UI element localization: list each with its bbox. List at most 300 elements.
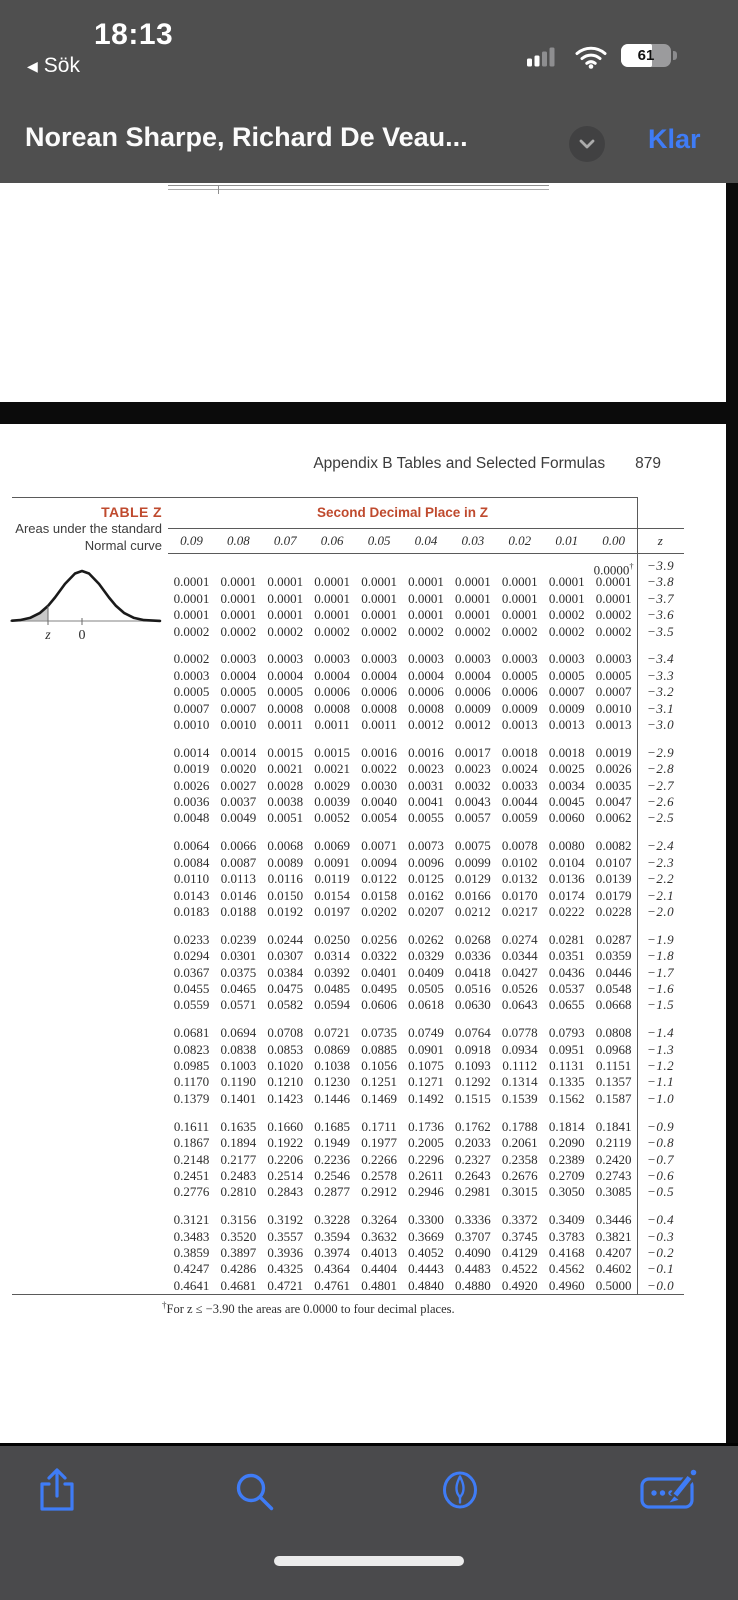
table-cell: 0.1762: [455, 1118, 491, 1134]
z-value-cell: −1.3: [647, 1041, 675, 1057]
table-cell: 0.0024: [501, 761, 538, 777]
table-cell: 0.0001: [173, 590, 210, 606]
table-cell: 0.0030: [361, 777, 397, 793]
table-cell: 0.0643: [501, 997, 538, 1013]
table-cell: 0.3409: [548, 1212, 585, 1228]
status-time: 18:13: [94, 18, 174, 51]
table-cell: 0.0001: [314, 590, 351, 606]
markup-button[interactable]: [432, 1464, 488, 1516]
table-footnote: †For z ≤ −3.90 the areas are 0.0000 to four decimal places.: [162, 1300, 455, 1317]
table-cell: 0.0668: [595, 997, 632, 1013]
table-cell: 0.1611: [173, 1118, 210, 1134]
table-row: [168, 1091, 684, 1107]
table-cell: 0.0409: [408, 964, 444, 980]
table-cell: 0.0006: [408, 684, 444, 700]
table-cell: 0.0262: [408, 931, 444, 947]
table-cell: 0.2776: [173, 1184, 210, 1200]
table-cell: 0.0222: [548, 903, 585, 919]
table-row: [168, 684, 684, 700]
table-cell: 0.0104: [548, 854, 585, 870]
table-cell: 0.0307: [267, 948, 304, 964]
table-rule-top: [12, 497, 637, 498]
table-cell: 0.0035: [595, 777, 632, 793]
table-cell: 0.0526: [501, 980, 538, 996]
table-cell: 0.4129: [501, 1244, 538, 1260]
row-group: [168, 1119, 684, 1201]
table-cell: 0.2810: [220, 1184, 257, 1200]
table-cell: 0.1949: [314, 1135, 351, 1151]
running-head-text: Appendix B Tables and Selected Formulas: [313, 455, 606, 472]
table-cell: 0.0244: [267, 931, 304, 947]
table-cell: 0.3264: [361, 1212, 397, 1228]
table-row: [168, 701, 684, 717]
table-cell: 0.0004: [267, 667, 304, 683]
table-cell: 0.0294: [173, 948, 210, 964]
table-cell: 0.0885: [361, 1041, 397, 1057]
share-button[interactable]: [29, 1464, 85, 1516]
table-cell: 0.2236: [314, 1151, 351, 1167]
table-cell: 0.0003: [314, 651, 351, 667]
table-cell: 0.4443: [408, 1261, 444, 1277]
top-chrome: [0, 0, 738, 183]
back-button[interactable]: [27, 54, 80, 78]
table-cell: 0.4641: [173, 1277, 210, 1293]
battery-icon: [621, 44, 671, 67]
table-cell: 0.0001: [501, 590, 538, 606]
table-cell: 0.2296: [408, 1151, 444, 1167]
table-cell: 0.2266: [361, 1151, 397, 1167]
table-cell: 0.0002: [173, 623, 210, 639]
z-value-cell: −1.1: [647, 1074, 675, 1090]
table-cell: 0.0057: [455, 810, 491, 826]
table-cell: 0.0455: [173, 980, 210, 996]
table-cell: 0.0375: [220, 964, 257, 980]
table-cell: 0.0016: [361, 744, 397, 760]
title-menu-button[interactable]: [569, 126, 605, 162]
table-cell: 0.0009: [548, 700, 585, 716]
table-cell: 0.0001: [548, 590, 585, 606]
table-cell: 0.0594: [314, 997, 351, 1013]
table-cell: 0.0475: [267, 980, 304, 996]
table-cell: 0.0505: [408, 980, 444, 996]
table-cell: 0.0004: [361, 667, 397, 683]
table-cell: 0.0162: [408, 887, 444, 903]
table-cell: 0.0485: [314, 980, 351, 996]
table-cell: 0.4681: [220, 1277, 257, 1293]
z-value-cell: −3.6: [647, 607, 675, 623]
table-cell: 0.2061: [501, 1135, 538, 1151]
table-row: [168, 668, 684, 684]
table-cell: 0.0003: [455, 651, 491, 667]
z-column-divider: [637, 497, 638, 1294]
col-header: 0.04: [414, 533, 438, 548]
table-cell: 0.4483: [455, 1261, 491, 1277]
table-row: [168, 624, 684, 640]
table-cell: 0.3015: [501, 1184, 538, 1200]
table-row: [168, 1152, 684, 1168]
z-value-cell: −2.8: [647, 761, 675, 777]
table-cell: 0.0021: [314, 761, 351, 777]
col-header: 0.08: [226, 533, 250, 548]
table-row: [168, 965, 684, 981]
col-header: 0.09: [180, 533, 203, 548]
table-cell: 0.4801: [361, 1277, 397, 1293]
table-row: [168, 997, 684, 1013]
z-value-cell: −1.4: [647, 1025, 675, 1041]
table-cell: 0.0150: [267, 887, 304, 903]
table-cell: 0.0041: [408, 794, 444, 810]
table-cell: 0.0026: [173, 777, 210, 793]
previous-page-table-rule: [168, 185, 549, 190]
table-cell: 0.0008: [361, 700, 397, 716]
table-cell: 0.0559: [173, 997, 210, 1013]
z-value-cell: −2.6: [647, 794, 675, 810]
table-cell: 0.0008: [408, 700, 444, 716]
table-cell: 0.2578: [361, 1167, 397, 1183]
table-cell: 0.0099: [455, 854, 491, 870]
z-value-cell: −2.1: [647, 887, 675, 903]
table-cell: 0.0708: [267, 1025, 304, 1041]
row-group: [168, 838, 684, 920]
table-cell: 0.0934: [501, 1041, 538, 1057]
table-cell: 0.0008: [314, 700, 351, 716]
table-cell: 0.2090: [548, 1135, 585, 1151]
table-cell: 0.3085: [595, 1184, 632, 1200]
table-cell: 0.0027: [220, 777, 257, 793]
table-cell: 0.0013: [501, 717, 538, 733]
table-cell: 0.0418: [455, 964, 491, 980]
table-cell: 0.0059: [501, 810, 538, 826]
table-cell: [403, 558, 450, 574]
table-cell: 0.0007: [173, 700, 210, 716]
table-cell: 0.1660: [267, 1118, 304, 1134]
page-right-gap: [726, 183, 738, 1443]
table-cell: 0.0694: [220, 1025, 257, 1041]
table-cell: 0.0020: [220, 761, 257, 777]
pdf-page: [0, 424, 726, 1443]
table-cell: 0.1112: [502, 1058, 538, 1074]
row-group: [168, 558, 684, 640]
row-group: [168, 1025, 684, 1107]
table-cell: 0.2643: [455, 1167, 491, 1183]
table-cell: 0.3594: [314, 1228, 351, 1244]
battery-nub: [673, 51, 677, 60]
table-cell: 0.0002: [220, 623, 257, 639]
table-cell: 0.0001: [455, 607, 491, 623]
table-cell: 0.0034: [548, 777, 585, 793]
row-group: [168, 1212, 684, 1294]
table-row: [168, 558, 684, 578]
table-cell: 0.4364: [314, 1261, 351, 1277]
table-cell: 0.4840: [408, 1277, 444, 1293]
table-cell: 0.3336: [455, 1212, 491, 1228]
table-cell: 0.0015: [314, 744, 351, 760]
table-cell: 0.0021: [267, 761, 304, 777]
table-cell: 0.0436: [548, 964, 585, 980]
table-cell: 0.0228: [595, 903, 632, 919]
table-cell: 0.0011: [314, 717, 350, 733]
table-cell: 0.0019: [173, 761, 210, 777]
table-cell: 0.1711: [361, 1118, 397, 1134]
table-cell: 0.0003: [267, 651, 304, 667]
col-header: 0.01: [555, 533, 579, 548]
z-value-cell: −1.8: [647, 948, 675, 964]
row-group: [168, 651, 684, 733]
table-cell: 0.3446: [595, 1212, 632, 1228]
col-header: 0.07: [273, 533, 297, 548]
table-cell: 0.0749: [408, 1025, 444, 1041]
table-cell: 0.0004: [455, 667, 491, 683]
table-cell: 0.2327: [455, 1151, 491, 1167]
table-cell: 0.4168: [548, 1244, 585, 1260]
table-cell: 0.1446: [314, 1090, 351, 1106]
table-cell: 0.0139: [595, 871, 632, 887]
normal-curve: [12, 571, 160, 621]
table-cell: 0.0001: [408, 590, 444, 606]
table-cell: 0.0002: [314, 623, 351, 639]
table-cell: 0.0314: [314, 948, 351, 964]
table-cell: 0.0001: [267, 574, 304, 590]
table-cell: 0.4761: [314, 1277, 351, 1293]
table-cell: 0.1401: [220, 1090, 257, 1106]
z-value-cell: −1.2: [647, 1058, 675, 1074]
table-cell: [496, 558, 543, 574]
table-cell: 0.0107: [595, 854, 632, 870]
table-cell: 0.0075: [455, 838, 491, 854]
table-row: [168, 574, 684, 590]
table-cell: 0.0002: [501, 623, 538, 639]
table-row: [168, 1058, 684, 1074]
table-cell: 0.0001: [314, 574, 351, 590]
table-cell: 0.0032: [455, 777, 491, 793]
table-cell: 0.3859: [173, 1244, 210, 1260]
table-cell: 0.0028: [267, 777, 304, 793]
table-cell: 0.0001: [267, 590, 304, 606]
z-value-cell: −0.5: [647, 1184, 675, 1200]
signature-markup-icon: [638, 1461, 700, 1515]
table-cell: 0.1075: [408, 1058, 444, 1074]
z-value-cell: −0.6: [647, 1167, 675, 1183]
search-button[interactable]: [227, 1466, 283, 1518]
table-row: [168, 778, 684, 794]
z-value-cell: −0.1: [647, 1261, 675, 1277]
table-cell: 0.3050: [548, 1184, 585, 1200]
table-cell: 0.1357: [595, 1074, 632, 1090]
table-cell: 0.0853: [267, 1041, 304, 1057]
table-cell: 0.0618: [408, 997, 444, 1013]
z-value-cell: −2.0: [647, 903, 675, 919]
table-cell: 0.4880: [455, 1277, 491, 1293]
markup-pen-icon: [437, 1465, 483, 1515]
table-rule-header: [168, 553, 684, 554]
table-cell: 0.0091: [314, 854, 351, 870]
table-cell: 0.1562: [548, 1090, 585, 1106]
z-value-cell: −3.8: [647, 574, 675, 590]
table-cell: [168, 558, 215, 574]
back-arrow-icon: ◀: [27, 57, 38, 74]
table-cell: 0.0003: [501, 651, 538, 667]
table-cell: 0.0869: [314, 1041, 351, 1057]
page-gap: [0, 402, 738, 424]
table-row: [168, 1168, 684, 1184]
table-cell: 0.0006: [314, 684, 351, 700]
table-cell: 0.0029: [314, 777, 351, 793]
table-cell: 0.0336: [455, 948, 491, 964]
table-cell: 0.4562: [548, 1261, 585, 1277]
table-cell: 0.0002: [548, 623, 585, 639]
table-caption: Areas under the standard Normal curve: [15, 521, 162, 553]
z-value-cell: −0.2: [647, 1244, 675, 1260]
table-cell: 0.0778: [501, 1025, 538, 1041]
table-cell: 0.0013: [595, 717, 632, 733]
table-cell: 0.0004: [408, 667, 444, 683]
table-cell: 0.0384: [267, 964, 304, 980]
table-cell: 0.0048: [173, 810, 210, 826]
table-cell: 0.0005: [173, 684, 210, 700]
table-cell: 0.0170: [501, 887, 538, 903]
z-value-cell: −3.0: [647, 717, 675, 733]
table-cell: 0.0102: [501, 854, 538, 870]
table-cell: 0.0082: [595, 838, 632, 854]
table-row: [168, 761, 684, 777]
table-cell: 0.0008: [267, 700, 304, 716]
table-cell: 0.0681: [173, 1025, 210, 1041]
table-cell: 0.0132: [501, 871, 538, 887]
z-value-cell: −1.7: [647, 964, 675, 980]
table-cell: 0.0192: [267, 903, 304, 919]
home-indicator[interactable]: [274, 1556, 464, 1566]
table-cell: 0.0197: [314, 903, 351, 919]
table-cell: 0.0007: [548, 684, 585, 700]
table-cell: 0.1423: [267, 1090, 304, 1106]
table-cell: 0.2033: [455, 1135, 491, 1151]
table-cell: 0.1151: [595, 1058, 632, 1074]
table-cell: 0.1977: [361, 1135, 397, 1151]
table-cell: 0.0009: [501, 700, 538, 716]
table-cell: 0.0003: [220, 651, 257, 667]
table-cell: 0.4960: [548, 1277, 585, 1293]
table-cell: 0.0062: [595, 810, 632, 826]
table-label: TABLE Z: [101, 504, 162, 520]
table-cell: 0.3520: [220, 1228, 257, 1244]
table-row: [168, 607, 684, 623]
table-cell: 0.1003: [220, 1058, 257, 1074]
table-rule-mid: [168, 528, 684, 529]
running-head: [313, 455, 661, 473]
table-row: [168, 1278, 684, 1294]
table-cell: 0.3192: [267, 1212, 304, 1228]
table-cell: 0.0188: [220, 903, 257, 919]
table-cell: 0.0838: [220, 1041, 257, 1057]
table-row: [168, 1212, 684, 1228]
table-cell: 0.0446: [595, 964, 632, 980]
table-cell: 0.1131: [549, 1058, 585, 1074]
table-cell: 0.0985: [173, 1058, 210, 1074]
z-value-cell: −2.2: [647, 871, 675, 887]
z-value-cell: −3.1: [647, 700, 675, 716]
table-cell: 0.0023: [455, 761, 491, 777]
table-cell: 0.0018: [548, 744, 585, 760]
done-button[interactable]: Klar: [648, 124, 701, 154]
table-cell: 0.0038: [267, 794, 304, 810]
table-cell: 0.0018: [501, 744, 538, 760]
table-cell: 0.0166: [455, 887, 491, 903]
table-cell: 0.2912: [361, 1184, 397, 1200]
table-cell: 0.1922: [267, 1135, 304, 1151]
table-cell: 0.2611: [408, 1167, 444, 1183]
table-cell: 0.2981: [455, 1184, 491, 1200]
table-cell: 0.1867: [173, 1135, 210, 1151]
table-cell: 0.0002: [173, 651, 210, 667]
table-row: [168, 810, 684, 826]
table-cell: 0.0392: [314, 964, 351, 980]
table-cell: 0.2177: [220, 1151, 257, 1167]
table-cell: 0.0051: [267, 810, 304, 826]
signature-button[interactable]: [637, 1462, 701, 1514]
table-cell: 0.0037: [220, 794, 257, 810]
table-cell: 0.0043: [455, 794, 491, 810]
ztable-col-headers: [168, 530, 684, 552]
table-cell: 0.0143: [173, 887, 210, 903]
table-cell: 0.1894: [220, 1135, 257, 1151]
table-column-group-header: Second Decimal Place in Z: [316, 505, 489, 520]
z-value-cell: −0.3: [647, 1228, 675, 1244]
table-cell: 0.0119: [314, 871, 350, 887]
table-cell: 0.0084: [173, 854, 210, 870]
table-cell: 0.0287: [595, 931, 632, 947]
table-cell: 0.0015: [267, 744, 304, 760]
table-row: [168, 1119, 684, 1135]
table-cell: 0.0068: [267, 838, 304, 854]
table-row: [168, 871, 684, 887]
table-cell: 0.4286: [220, 1261, 257, 1277]
table-cell: 0.0089: [267, 854, 304, 870]
table-cell: 0.3228: [314, 1212, 351, 1228]
table-cell: 0.3936: [267, 1244, 304, 1260]
z-value-cell: −0.7: [647, 1151, 675, 1167]
table-cell: 0.0017: [455, 744, 491, 760]
table-row: [168, 1074, 684, 1090]
table-cell: 0.0001: [267, 607, 304, 623]
z-col-header: z: [657, 533, 664, 548]
table-cell: 0.0516: [455, 980, 491, 996]
table-cell: 0.0001: [501, 574, 538, 590]
table-cell: 0.1469: [361, 1090, 397, 1106]
table-row: [168, 1229, 684, 1245]
z-value-cell: −2.7: [647, 777, 675, 793]
table-cell: 0.0001: [455, 590, 491, 606]
table-cell: 0.0968: [595, 1041, 632, 1057]
table-cell: 0.0066: [220, 838, 257, 854]
table-cell: 0.0179: [595, 887, 632, 903]
table-cell: 0.0002: [267, 623, 304, 639]
table-cell: 0.0001: [361, 590, 397, 606]
table-cell: 0.1230: [314, 1074, 351, 1090]
table-cell: 0.0005: [595, 667, 632, 683]
z-value-cell: −3.9: [647, 558, 675, 573]
z-value-cell: −2.3: [647, 854, 675, 870]
table-cell: 0.1020: [267, 1058, 304, 1074]
table-cell: 0.0055: [408, 810, 444, 826]
table-cell: 0.0047: [595, 794, 632, 810]
table-cell: 0.0011: [361, 717, 397, 733]
z-value-cell: −0.0: [647, 1277, 675, 1293]
table-cell: 0.0009: [455, 700, 491, 716]
curve-zero-label: 0: [78, 628, 86, 643]
table-row: [168, 1184, 684, 1200]
table-cell: 0.0003: [361, 651, 397, 667]
table-cell: [309, 558, 356, 574]
